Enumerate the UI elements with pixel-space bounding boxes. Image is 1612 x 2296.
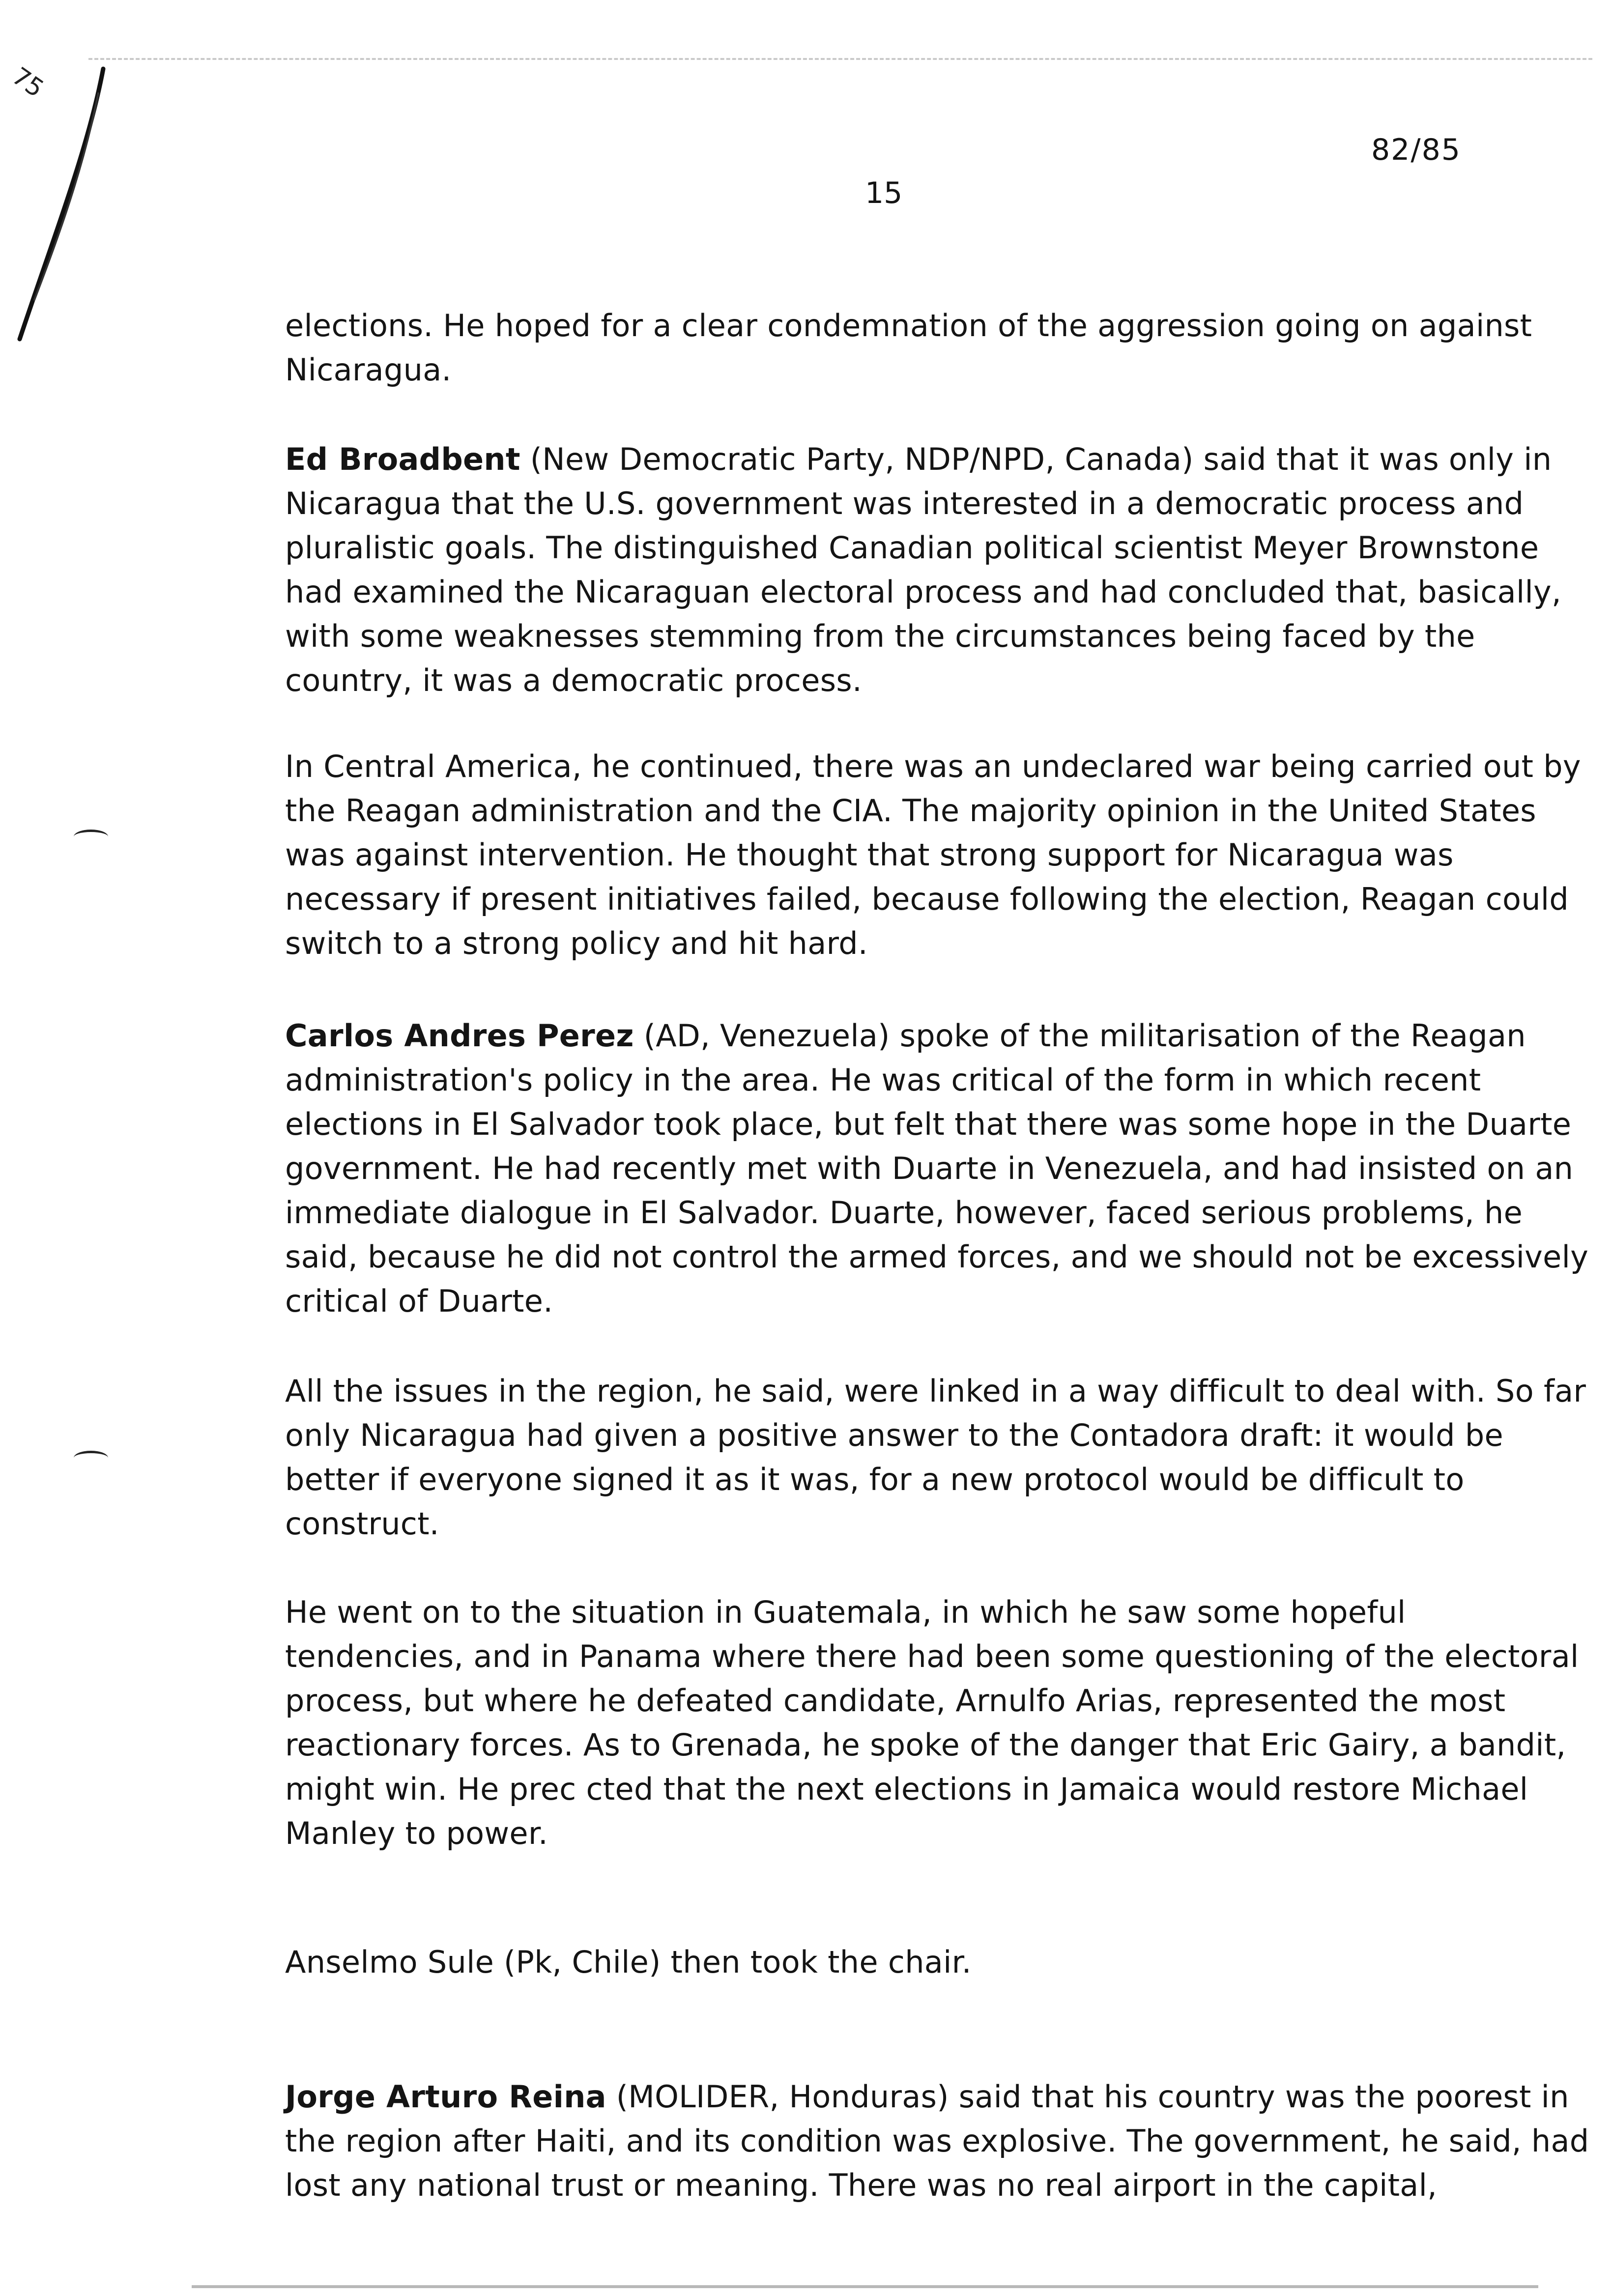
paragraph-text: He went on to the situation in Guatemala, in which he saw some hopeful tendencies, and in Panama where there had been some questioning of the electoral process, but where he defeated candidate, Arnulfo Arias, represented the most reactionary forces. As to Grenada, he spoke of the danger that Eric Gairy, a bandit, might win. He prec cted that the next elections in Jamaica would restore Michael Manley to power. — [285, 1594, 1579, 1851]
speaker-name: Ed Broadbent — [285, 441, 520, 477]
paragraph — [285, 2075, 1592, 2208]
speaker-name: Jorge Arturo Reina — [285, 2079, 606, 2115]
paragraph-text: All the issues in the region, he said, were linked in a way difficult to deal with. So far only Nicaragua had given a positive answer to the Contadora draft: it would be better if everyone signed it as it was, for a new protocol would be difficult to construct. — [285, 1373, 1586, 1542]
margin-pen-mark-icon — [0, 39, 128, 354]
paragraph-text: elections. He hoped for a clear condemnation of the aggression going on against Nicaragua. — [285, 308, 1532, 388]
paragraph — [285, 437, 1592, 703]
paragraph — [285, 1590, 1592, 1856]
scan-edge-bottom — [192, 2285, 1538, 2288]
paragraph-text: Anselmo Sule (Pk, Chile) then took the chair. — [285, 1944, 972, 1980]
margin-dash — [74, 1451, 108, 1465]
margin-annotation: 75 — [7, 61, 49, 103]
paragraph-text: (AD, Venezuela) spoke of the militarisation of the Reagan administration's policy in the area. He was critical of the form in which recent elections in El Salvador took place, but felt that there was some hope in the Duarte government. He had recently met with Duarte in Venezuela, and had insisted on an immediate dialogue in El Salvador. Duarte, however, faced serious problems, he said, because he did not control the armed forces, and we should not be excessively critical of Duarte. — [285, 1018, 1589, 1319]
paragraph — [285, 745, 1592, 966]
scan-edge-top — [88, 58, 1592, 60]
document-code: 82/85 — [1371, 133, 1461, 167]
paragraph — [285, 1369, 1592, 1546]
paragraph — [285, 1014, 1592, 1323]
paragraph — [285, 304, 1592, 392]
paragraph-text: (New Democratic Party, NDP/NPD, Canada) said that it was only in Nicaragua that the U.S. government was interested in a democratic process and pluralistic goals. The distinguished Canadian political scientist Meyer Brownstone had examined the Nicaraguan electoral process and had concluded that, basically, with some weaknesses stemming from the circumstances being faced by the country, it was a democratic process. — [285, 441, 1562, 698]
page-number: 15 — [865, 176, 903, 210]
paragraph — [285, 1940, 1592, 1984]
margin-dash — [74, 830, 108, 844]
paragraph-text: (MOLIDER, Honduras) said that his country was the poorest in the region after Haiti, and its condition was explosive. The government, he said, had lost any national trust or meaning. There was no real airport in the capital, — [285, 2079, 1589, 2203]
speaker-name: Carlos Andres Perez — [285, 1018, 634, 1054]
paragraph-text: In Central America, he continued, there was an undeclared war being carried out by the Reagan administration and the CIA. The majority opinion in the United States was against intervention. He thought that strong support for Nicaragua was necessary if present initiatives failed, because following the election, Reagan could switch to a strong policy and hit hard. — [285, 748, 1581, 961]
